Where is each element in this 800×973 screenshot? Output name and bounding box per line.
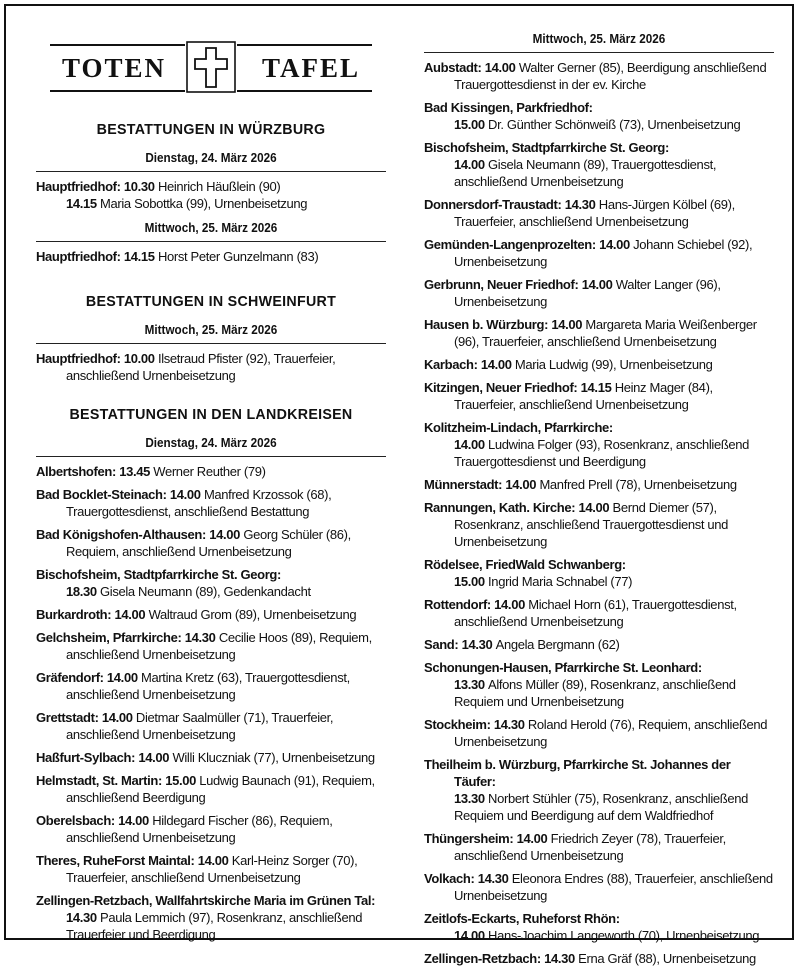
entry-details: Alfons Müller (89), Rosenkranz, anschließend Requiem und Urnenbeisetzung (454, 677, 736, 709)
entry-place: Zeitlofs-Eckarts, Ruheforst Rhön: (424, 911, 620, 926)
listing-entry (424, 596, 774, 630)
heading-rule (36, 171, 386, 172)
entry-place: Helmstadt, St. Martin: (36, 773, 166, 788)
entry-details: Heinz Mager (84), Trauerfeier, anschließend Urnenbeisetzung (454, 380, 713, 412)
entry-details: Werner Reuther (79) (153, 464, 266, 479)
page-frame (4, 4, 794, 966)
entry-details: Ludwina Folger (93), Rosenkranz, anschließend Trauergottesdienst und Beerdigung (454, 437, 750, 469)
entry-details: Cecilie Hoos (89), Requiem, anschließend Urnenbeisetzung (66, 630, 372, 662)
listing-entry (36, 606, 386, 623)
entry-place: Bad Königshofen-Althausen: (36, 527, 210, 542)
entry-time: 14.00 (138, 750, 173, 765)
entry-time: 14.00 (578, 500, 613, 515)
entry-place: Aubstadt: (424, 60, 485, 75)
listing-entry (424, 756, 774, 824)
listing-entry (36, 486, 386, 520)
listing-entry (424, 476, 774, 493)
entry-time: 14.30 (544, 951, 579, 966)
listing-entry (36, 749, 386, 766)
entry-place: Gelchsheim, Pfarrkirche: (36, 630, 185, 645)
entry-details: Erna Gräf (88), Urnenbeisetzung (578, 951, 756, 966)
entry-place: Hauptfriedhof: (36, 351, 124, 366)
day-heading: Mittwoch, 25. März 2026 (532, 31, 666, 46)
entry-details: Dr. Günther Schönweiß (73), Urnenbeisetzung (488, 117, 741, 132)
listing-entry (36, 812, 386, 846)
listing-entry (36, 629, 386, 663)
entry-details: Johann Schiebel (92), Urnenbeisetzung (454, 237, 753, 269)
listing-entry (36, 463, 386, 480)
listing-entry (424, 59, 774, 93)
entry-place: Schonungen-Hausen, Pfarrkirche St. Leonhard: (424, 660, 702, 675)
listing-entry (36, 248, 386, 265)
day-heading: Dienstag, 24. März 2026 (145, 150, 277, 165)
entry-details: Ludwig Baunach (91), Requiem, anschließend Beerdigung (66, 773, 375, 805)
day-heading: Dienstag, 24. März 2026 (145, 435, 277, 450)
entry-time: 14.30 (564, 197, 599, 212)
listing-entry (424, 419, 774, 470)
day-heading: Mittwoch, 25. März 2026 (144, 322, 278, 337)
entry-place: Rottendorf: (424, 597, 495, 612)
entry-time: 15.00 (165, 773, 200, 788)
entry-place: Haßfurt-Sylbach: (36, 750, 139, 765)
listing-entry (424, 499, 774, 550)
listing-entry (36, 709, 386, 743)
listing-entry (424, 950, 774, 967)
entry-time: 14.00 (494, 597, 529, 612)
section-title: BESTATTUNGEN IN SCHWEINFURT (85, 293, 337, 310)
entry-place: Gerbrunn, Neuer Friedhof: (424, 277, 582, 292)
entry-details: Michael Horn (61), Trauergottesdienst, anschließend Urnenbeisetzung (454, 597, 737, 629)
entry-place: Rannungen, Kath. Kirche: (424, 500, 579, 515)
heading-rule (36, 241, 386, 242)
entry-details: Hans-Jürgen Kölbel (69), Trauerfeier, anschließend Urnenbeisetzung (454, 197, 735, 229)
entry-place: Albertshofen: (36, 464, 120, 479)
cross-icon (185, 40, 237, 94)
section-title: BESTATTUNGEN IN DEN LANDKREISEN (69, 406, 353, 423)
entry-details: Dietmar Saalmüller (71), Trauerfeier, anschließend Urnenbeisetzung (66, 710, 334, 742)
entry-place: Burkardroth: (36, 607, 115, 622)
entry-details: Paula Lemmich (97), Rosenkranz, anschließend Trauerfeier und Beerdigung (66, 910, 363, 942)
entry-place: Zellingen-Retzbach, Wallfahrtskirche Maria im Grünen Tal: (36, 893, 376, 908)
entry-time: 14.00 (454, 157, 489, 172)
entry-time: 14.30 (461, 637, 496, 652)
entry-time: 10.30 (123, 179, 158, 194)
entry-time: 14.00 (516, 831, 551, 846)
entry-time: 14.00 (118, 813, 153, 828)
entry-details: Karl-Heinz Sorger (70), Trauerfeier, anschließend Urnenbeisetzung (66, 853, 358, 885)
entry-place: Donnersdorf-Traustadt: (424, 197, 565, 212)
entry-details: Georg Schüler (86), Requiem, anschließend Urnenbeisetzung (66, 527, 351, 559)
entry-place: Sand: (424, 637, 462, 652)
listing-entry (424, 99, 774, 133)
entry-time: 14.00 (454, 437, 489, 452)
entry-details: Martina Kretz (63), Trauergottesdienst, anschließend Urnenbeisetzung (66, 670, 350, 702)
entry-details: Ilsetraud Pfister (92), Trauerfeier, anschließend Urnenbeisetzung (66, 351, 336, 383)
entry-place: Kolitzheim-Lindach, Pfarrkirche: (424, 420, 613, 435)
entry-list (36, 463, 386, 949)
listing-entry (36, 526, 386, 560)
entry-list (36, 178, 386, 218)
entry-place: Zellingen-Retzbach: (424, 951, 545, 966)
entry-time: 14.00 (505, 477, 540, 492)
entry-place: Hauptfriedhof: (36, 249, 124, 264)
entry-details: Heinrich Häußlein (90) (157, 179, 281, 194)
entry-time: 14.00 (599, 237, 634, 252)
entry-list (36, 248, 386, 271)
listing-entry (424, 830, 774, 864)
entry-time: 14.00 (484, 60, 519, 75)
entry-details: Willi Kluczniak (77), Urnenbeisetzung (172, 750, 375, 765)
entry-details: Ingrid Maria Schnabel (77) (488, 574, 633, 589)
entry-time: 14.00 (114, 607, 149, 622)
listing-entry (424, 196, 774, 230)
entry-details: Manfred Krzossok (68), Trauergottesdienst, anschließend Bestattung (66, 487, 332, 519)
entry-details: Angela Bergmann (62) (495, 637, 620, 652)
entry-list (424, 59, 774, 973)
entry-place: Münnerstadt: (424, 477, 506, 492)
entry-place: Volkach: (424, 871, 478, 886)
section-title: BESTATTUNGEN IN WÜRZBURG (96, 121, 326, 138)
entry-time: 14.00 (551, 317, 586, 332)
entry-details: Hildegard Fischer (86), Requiem, anschließend Urnenbeisetzung (66, 813, 333, 845)
entry-time: 15.00 (454, 574, 489, 589)
entry-details: Friedrich Zeyer (78), Trauerfeier, anschließend Urnenbeisetzung (454, 831, 726, 863)
entry-place: Bischofsheim, Stadtpfarrkirche St. Georg: (424, 140, 669, 155)
entry-time: 14.15 (66, 196, 101, 211)
entry-time: 18.30 (66, 584, 101, 599)
entry-details: Horst Peter Gunzelmann (83) (157, 249, 319, 264)
entry-place: Theres, RuheForst Maintal: (36, 853, 198, 868)
listing-entry (424, 316, 774, 350)
entry-time: 14.00 (106, 670, 141, 685)
entry-details: Maria Ludwig (99), Urnenbeisetzung (514, 357, 713, 372)
listing-entry (36, 178, 386, 212)
entry-time: 13.30 (454, 677, 489, 692)
heading-rule (36, 343, 386, 344)
entry-place: Thüngersheim: (424, 831, 517, 846)
entry-place: Gemünden-Langenprozelten: (424, 237, 600, 252)
listing-entry (424, 716, 774, 750)
entry-time: 14.15 (123, 249, 158, 264)
entry-place: Hauptfriedhof: (36, 179, 124, 194)
listing-entry (424, 870, 774, 904)
entry-details: Margareta Maria Weißenberger (96), Trauerfeier, anschließend Urnenbeisetzung (454, 317, 757, 349)
entry-details: Gisela Neumann (89), Gedenkandacht (100, 584, 311, 599)
entry-details: Hans-Joachim Langeworth (70), Urnenbeisetzung (488, 928, 760, 943)
entry-time: 13.30 (454, 791, 489, 806)
listing-entry (424, 236, 774, 270)
entry-time: 14.15 (580, 380, 615, 395)
listing-entry (424, 356, 774, 373)
entry-details: Waltraud Grom (89), Urnenbeisetzung (148, 607, 357, 622)
entry-time: 14.00 (454, 928, 489, 943)
listing-entry (424, 139, 774, 190)
entry-place: Grettstadt: (36, 710, 102, 725)
entry-details: Walter Gerner (85), Beerdigung anschließend Trauergottesdienst in der ev. Kirche (454, 60, 767, 92)
entry-details: Maria Sobottka (99), Urnenbeisetzung (100, 196, 308, 211)
entry-time: 14.30 (493, 717, 528, 732)
entry-place: Bad Bocklet-Steinach: (36, 487, 170, 502)
entry-place: Rödelsee, FriedWald Schwanberg: (424, 557, 626, 572)
entry-details: Norbert Stühler (75), Rosenkranz, anschließend Requiem und Beerdigung auf dem Waldfriedhof (454, 791, 748, 823)
entry-place: Bad Kissingen, Parkfriedhof: (424, 100, 593, 115)
listing-entry (36, 669, 386, 703)
entry-place: Bischofsheim, Stadtpfarrkirche St. Georg: (36, 567, 281, 582)
entry-details: Roland Herold (76), Requiem, anschließend Urnenbeisetzung (454, 717, 768, 749)
listing-entry (424, 556, 774, 590)
entry-time: 14.00 (169, 487, 204, 502)
listing-entry (36, 350, 386, 384)
entry-details: Eleonora Endres (88), Trauerfeier, anschließend Urnenbeisetzung (454, 871, 773, 903)
listing-entry (424, 659, 774, 710)
listing-entry (36, 772, 386, 806)
masthead-word-left: TOTEN (56, 53, 172, 83)
heading-rule (424, 52, 774, 53)
entry-place: Gräfendorf: (36, 670, 107, 685)
listing-entry (36, 852, 386, 886)
entry-place: Oberelsbach: (36, 813, 119, 828)
entry-place: Karbach: (424, 357, 481, 372)
entry-time: 14.00 (581, 277, 616, 292)
entry-time: 13.45 (119, 464, 154, 479)
listing-entry (36, 566, 386, 600)
entry-details: Walter Langer (96), Urnenbeisetzung (454, 277, 721, 309)
entry-time: 14.00 (209, 527, 244, 542)
listing-entry (424, 910, 774, 944)
entry-time: 14.30 (184, 630, 219, 645)
entry-place: Theilheim b. Würzburg, Pfarrkirche St. Johannes der Täufer: (424, 757, 731, 789)
entry-time: 14.30 (66, 910, 101, 925)
listing-entry (424, 379, 774, 413)
listing-entry (424, 276, 774, 310)
entry-place: Stockheim: (424, 717, 494, 732)
entry-time: 14.00 (480, 357, 515, 372)
entry-time: 10.00 (123, 351, 158, 366)
entry-place: Hausen b. Würzburg: (424, 317, 552, 332)
masthead-word-right: TAFEL (256, 53, 366, 83)
entry-time: 14.30 (477, 871, 512, 886)
listing-entry (36, 892, 386, 943)
entry-list (36, 350, 386, 390)
listing-entry (424, 636, 774, 653)
masthead (50, 42, 372, 92)
entry-time: 15.00 (454, 117, 489, 132)
entry-time: 14.00 (101, 710, 136, 725)
entry-time: 14.00 (197, 853, 232, 868)
entry-details: Bernd Diemer (57), Rosenkranz, anschließend Trauergottesdienst und Urnenbeisetzung (454, 500, 729, 549)
entry-place: Kitzingen, Neuer Friedhof: (424, 380, 581, 395)
heading-rule (36, 456, 386, 457)
entry-details: Manfred Prell (78), Urnenbeisetzung (539, 477, 737, 492)
day-heading: Mittwoch, 25. März 2026 (144, 220, 278, 235)
entry-details: Gisela Neumann (89), Trauergottesdienst, anschließend Urnenbeisetzung (454, 157, 717, 189)
